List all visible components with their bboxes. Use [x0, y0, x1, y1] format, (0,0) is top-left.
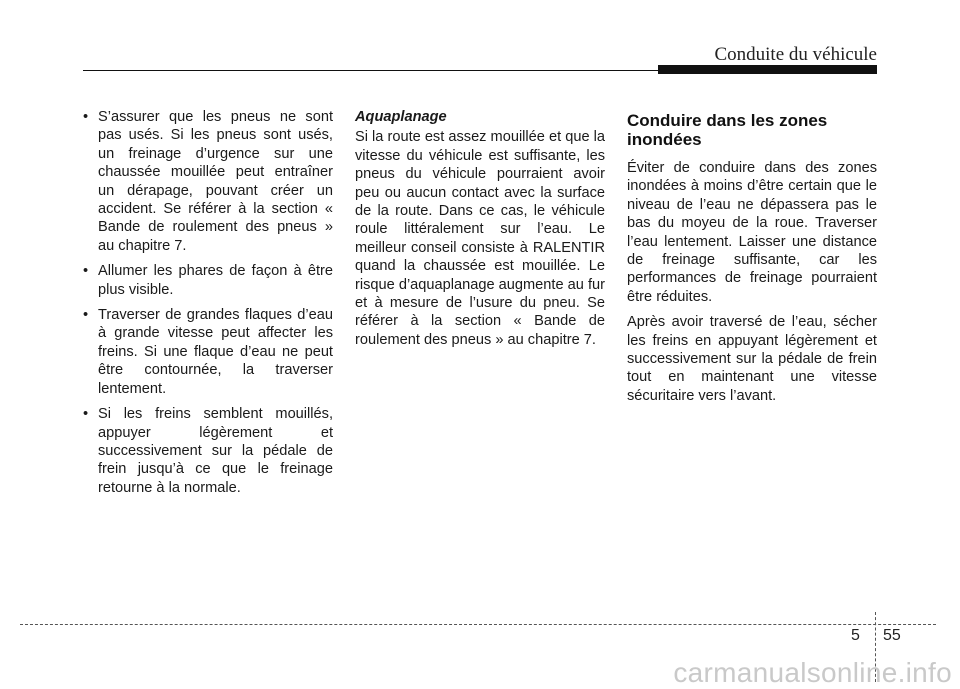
column-2	[355, 108, 605, 356]
bullet-icon: •	[83, 109, 89, 125]
paragraph: Éviter de conduire dans des zones inondées à moins d’être certain que le niveau de l’eau ne dépassera pas le bas du moyeu de la roue. Traverser l’eau lentement. Laisser une distance de freinage suffisante, car les performances de freinage pourraient être réduites.	[627, 160, 877, 305]
list-item-text: Traverser de grandes flaques d’eau à grande vitesse peut affecter les freins. Si une flaque d’eau ne peut être contournée, la traverser lentement.	[98, 307, 333, 397]
list-item	[83, 262, 333, 299]
column-1	[83, 108, 333, 504]
subheading-aquaplanage: Aquaplanage	[355, 109, 447, 125]
heading-flooded-areas: Conduire dans les zones inondées	[627, 111, 828, 149]
list-item	[83, 405, 333, 497]
header-rule-bar	[658, 65, 877, 74]
header-rule	[83, 70, 663, 71]
bullet-icon: •	[83, 406, 89, 423]
bullet-list	[83, 108, 333, 497]
footer-dashed-rule	[20, 624, 936, 625]
column-3	[627, 108, 877, 412]
list-item-text: S’assurer que les pneus ne sont pas usés. Si les pneus sont usés, un freinage d’urgence sur une chaussée mouillée peut entraîner un dérapage, pouvant créer un accident. Se référer à la section « Bande de roulement des pneus » au chapitre 7.	[98, 109, 333, 254]
page-number: 55	[883, 627, 901, 644]
list-item	[83, 108, 333, 255]
bullet-icon: •	[83, 307, 89, 324]
list-item	[83, 306, 333, 398]
chapter-number: 5	[851, 627, 860, 644]
bullet-icon: •	[83, 263, 89, 280]
list-item-text: Allumer les phares de façon à être plus visible.	[98, 263, 333, 298]
paragraph: Après avoir traversé de l’eau, sécher les freins en appuyant légèrement et successivement sur la pédale de frein tout en maintenant une vitesse sécuritaire vers l’avant.	[627, 314, 877, 404]
section-title: Conduite du véhicule	[714, 44, 877, 65]
watermark: carmanualsonline.info	[673, 657, 952, 688]
paragraph: Si la route est assez mouillée et que la vitesse du véhicule est suffisante, les pneus du véhicule pourraient avoir peu ou aucun contact avec la surface de la route. Dans ce cas, le véhicule roule littéralement sur l’eau. Le meilleur conseil consiste à RALENTIR quand la chaussée est mouillée. Le risque d’aquaplanage augmente au fur et à mesure de l’usure du pneu. Se référer à la section « Bande de roulement des pneus » au chapitre 7.	[355, 129, 605, 348]
list-item-text: Si les freins semblent mouillés, appuyer légèrement et successivement sur la pédale de frein jusqu’à ce que le freinage retourne à la normale.	[98, 406, 333, 496]
